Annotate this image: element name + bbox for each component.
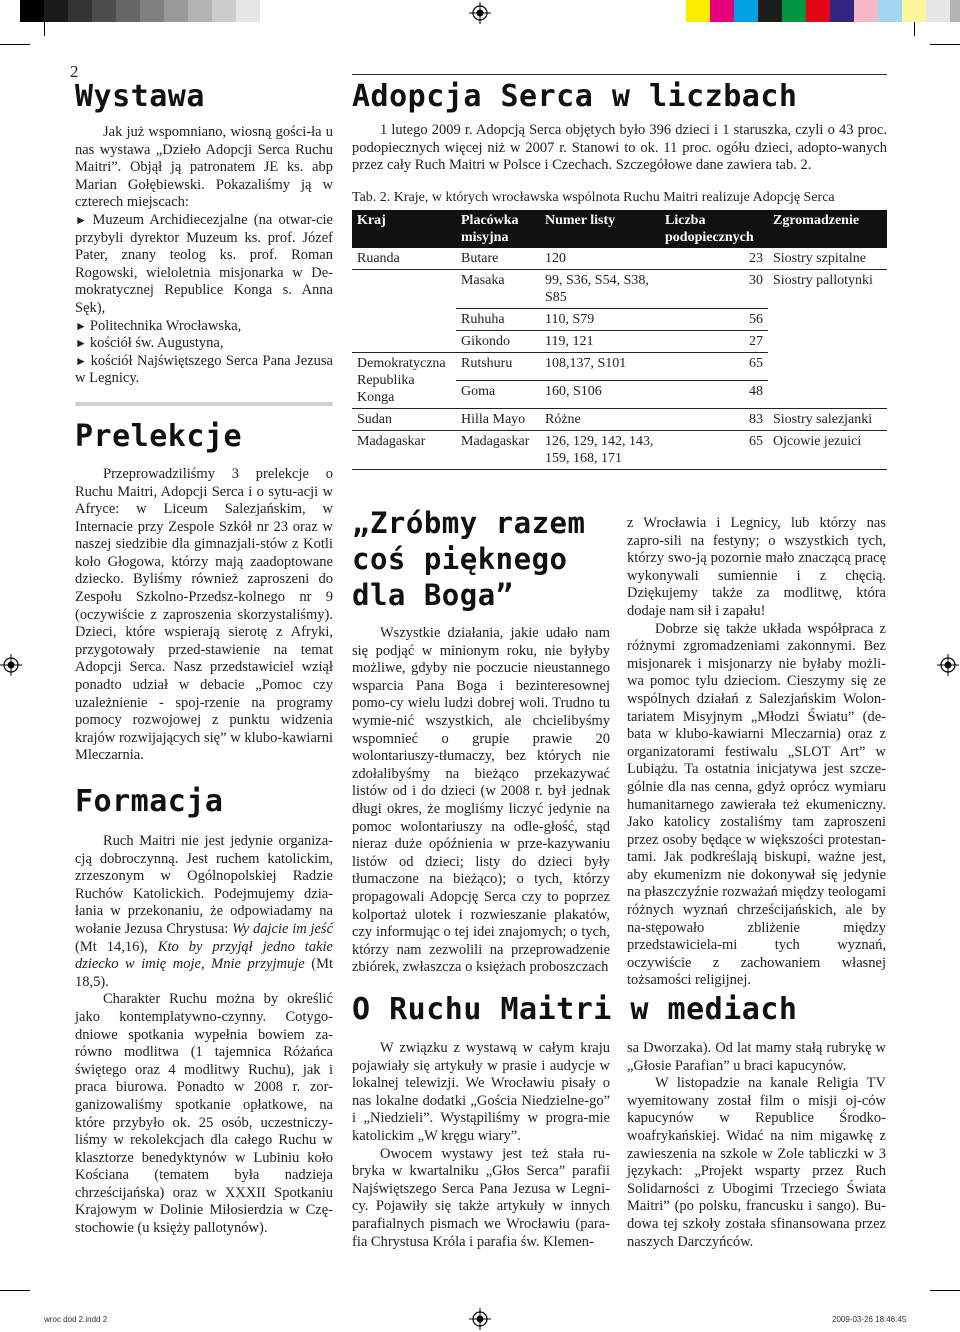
cell-placowka: Gikondo	[456, 331, 540, 353]
table-row	[352, 309, 887, 331]
wystawa-bullet: ► kościół św. Augustyna,	[75, 335, 333, 353]
cell-zgromadzenie	[768, 331, 887, 353]
wystawa-bullet: ► kościół Najświętszego Serca Pana Jezusa w Legnicy.	[75, 353, 333, 388]
formacja-quote: Kto by przyjął jedno takie dziecko w imię moje, Mnie przyjmuje	[75, 938, 333, 973]
cell-kraj: Sudan	[352, 409, 456, 431]
color-swatch	[212, 0, 236, 22]
wystawa-bullet: ► Politechnika Wrocławska,	[75, 318, 333, 336]
media-paragraph: Owocem wystawy jest też stała ru-bryka w kwartalniku „Głos Serca” parafii Najświętszego Serca Pana Jezusa w Legni-cy. Pojawiły się także artykuły w innych parafialnych pismach we Wrocławiu (para-fia Chrystusa Króla i parafia św. Klemen-	[352, 1145, 610, 1250]
registration-mark-icon	[469, 1308, 491, 1330]
cell-kraj: Madagaskar	[352, 431, 456, 470]
cell-numer: 108,137, S101	[540, 353, 660, 381]
table-row	[352, 270, 887, 309]
crop-mark	[44, 22, 45, 36]
color-swatch	[854, 0, 878, 22]
cell-zgromadzenie: Siostry szpitalne	[768, 248, 887, 270]
cell-liczba: 65	[660, 431, 768, 470]
media-title: O Ruchu Maitri w mediach	[352, 992, 798, 1027]
color-swatch	[116, 0, 140, 22]
section-divider	[75, 402, 333, 406]
cell-kraj: Demokratyczna Republika Konga	[352, 353, 456, 409]
zrobmy-paragraph: Dobrze się także układa współpraca z różnymi zgromadzeniami zakonnymi. Bez misjonarek i misjonarzy nie byłaby możli-wa pomoc tylu dzieciom. Cieszymy się ze wspólnych działań z Salezjańskim Wolon-tariatem Misyjnym „Młodzi Światu” (de-bata w klubo-kawiarni Mleczarnia) oraz z organizatorami festiwalu „SLOT Art” w Lubiążu. Ta ostatnia inicjatywa jest szcze-gólnie dla nas cenna, gdyż oprócz wymiaru humanitarnego zawierała też ekumeniczny. Jako katolicy zostaliśmy tam zaproszeni przez osoby będące w większości protestan-tami. Jak podkreślają biskupi, ważne jest, aby ekumenizm nie dokonywał się jedynie na płaszczyźnie rozważań między teologami różnych wyznań chrześcijańskich, ale by na-stępowało zbliżenie między przedstawiciela-mi tych wyznań, oczywiście z zachowaniem własnej tożsamości religijnej.	[627, 620, 886, 989]
registration-mark-icon	[937, 654, 959, 676]
cell-zgromadzenie: Siostry pallotynki	[773, 273, 873, 289]
left-column	[75, 80, 333, 1238]
color-swatch	[140, 0, 164, 22]
prelekcje-title: Prelekcje	[75, 418, 243, 454]
color-swatch	[236, 0, 260, 22]
color-swatch	[164, 0, 188, 22]
table-row	[352, 431, 887, 470]
formacja-title: Formacja	[75, 784, 224, 819]
adopcja-section	[352, 80, 887, 470]
cell-liczba: 83	[660, 409, 768, 431]
color-swatch	[878, 0, 902, 22]
table-header-row	[352, 210, 887, 248]
table-row	[352, 248, 887, 270]
adoption-table	[352, 210, 887, 470]
formacja-quote: Wy dajcie im jeść	[232, 920, 333, 937]
cell-liczba: 65	[660, 353, 768, 381]
grayscale-color-bar	[20, 0, 308, 22]
color-swatch	[92, 0, 116, 22]
cell-zgromadzenie: Ojcowie jezuici	[768, 431, 887, 470]
formacja-paragraph-1	[75, 833, 333, 991]
formacja-paragraph-2: Charakter Ruchu można by określić jako kontemplatywno-czynny. Cotygo-dniowe spotkania wypełnia bowiem za-równo modlitwa (1 tajemnica Różańca świętego oraz 4 modlitwy Ruchu), jak i praca biurowa. Ponadto w 2008 r. zor-ganizowaliśmy spotkanie opłatkowe, na które przybyło ok. 25 osób, uczestniczy-liśmy w rekolekcjach dla całego Ruchu w klasztorze benedyktynów w Lubiniu koło Kościana (tematem była nadzieja chrześcijańska) oraz w XXXII Spotkaniu Krajowym w Dolinie Miłosierdzia w Czę-stochowie (u księży pallotynów).	[75, 991, 333, 1237]
media-section	[352, 993, 887, 1027]
table-row	[352, 353, 887, 381]
date-slug: 2009-03-26 18:46:45	[832, 1315, 907, 1324]
column-header: Numer listy	[540, 210, 660, 248]
cell-placowka: Masaka	[456, 270, 540, 309]
cell-kraj: Ruanda	[352, 248, 456, 270]
zrobmy-title: „Zróbmy razem coś pięknego dla Boga”	[352, 506, 586, 612]
cell-numer: 119, 121	[540, 331, 660, 353]
zrobmy-paragraph: z Wrocławia i Legnicy, lub którzy nas zapro-sili na festyny; o wszystkich tych, którzy swo-ją pozornie mało znaczącą pracę wykonywali sumiennie i z chęcią. Dziękujemy także za modlitwę, która dodaje nam sił i zapału!	[627, 515, 886, 619]
color-swatch	[20, 0, 44, 22]
cell-numer: 99, S36, S54, S38, S85	[540, 270, 660, 309]
registration-mark-icon	[0, 654, 22, 676]
cell-numer: 126, 129, 142, 143, 159, 168, 171	[540, 431, 660, 470]
registration-mark-icon	[469, 2, 491, 24]
zrobmy-paragraph: Wszystkie działania, jakie udało nam się podjąć w minionym roku, nie byłyby możliwe, gdyby nie poczucie nieustannego wsparcia Pana Boga i bezinteresownej pomo-cy wielu ludzi dobrej woli. Trudno tu wymie-nić wszystkich, ale chcielibyśmy wspomnieć o grupie prawie 20 wolontariuszy-tłumaczy, bez których nie zdołalibyśmy na bieżąco przekazywać listów od i do dzieci (w 2008 r. był jednak długi okres, że mogliśmy liczyć jedynie na pomoc wolontariuszy na odle-głość, stąd nieraz duże opóźnienia w prze-kazywaniu listów od dzieci; listy do dzieci były tłumaczone na bieżąco); o tych, którzy propagowali Adopcję Serca czy to poprzez kolportaż ulotek i rozwieszanie plakatów, czy informując o tej idei znajomych; o tych, którzy nam zezwolili na przeprowadzenie zbiórek, zwłaszcza o księżach proboszczach	[352, 625, 610, 976]
column-header: Placówka misyjna	[456, 210, 540, 248]
cell-numer: Różne	[540, 409, 660, 431]
color-swatch	[68, 0, 92, 22]
cell-liczba: 27	[660, 331, 768, 353]
zrobmy-column-1	[352, 505, 610, 977]
color-swatch	[686, 0, 710, 22]
cell-numer: 160, S106	[540, 381, 660, 409]
process-color-bar	[686, 0, 960, 22]
color-swatch	[284, 0, 308, 22]
column-header: Liczba podopiecznych	[660, 210, 768, 248]
color-swatch	[734, 0, 758, 22]
adopcja-title: Adopcja Serca w liczbach	[352, 79, 798, 114]
cell-liczba: 23	[660, 248, 768, 270]
cell-numer: 120	[540, 248, 660, 270]
cell-placowka: Goma	[456, 381, 540, 409]
cell-zgromadzenie	[768, 381, 887, 409]
cell-kraj	[352, 270, 456, 309]
color-swatch	[830, 0, 854, 22]
cell-kraj	[352, 309, 456, 331]
cell-placowka: Hilla Mayo	[456, 409, 540, 431]
media-column-1	[352, 1040, 610, 1251]
wystawa-title: Wystawa	[75, 79, 205, 114]
cell-placowka: Madagaskar	[456, 431, 540, 470]
color-swatch	[926, 0, 950, 22]
color-swatch	[758, 0, 782, 22]
prelekcje-text: Przeprowadziliśmy 3 prelekcje o Ruchu Maitri, Adopcji Serca i o sytu-acji w Afryce: w Liceum Salezjańskim, w Internacie przy Zespole Szkół nr 23 oraz w naszej siedzibie dla gimnazjali-stów z Kotli koło Głogowa, którzy mają zaadoptowane dziecko. Byliśmy również zaproszeni do Zespołu Szkolno-Przedsz-kolnego nr 9 (oczywiście z zaproszenia skorzystaliśmy). Dzieci, które wspierają sierotę z Afryki, przygotowały przed-stawienie na temat Adopcji Serca. Nasz przedstawiciel wziął ponadto udział w debacie „Pomoc czy uzależnienie - spoj-rzenie na programy pomocy rozwojowej z punktu widzenia krajów rozwijających się” w klubo-kawiarni Mleczarnia.	[75, 465, 333, 764]
color-swatch	[782, 0, 806, 22]
cell-liczba: 30	[660, 270, 768, 309]
cell-zgromadzenie	[768, 353, 887, 381]
cell-kraj	[352, 331, 456, 353]
color-swatch	[260, 0, 284, 22]
crop-mark	[914, 22, 915, 36]
cell-placowka: Ruhuha	[456, 309, 540, 331]
formacja-text: Ruch Maitri nie jest jedynie organiza-cją dobroczynną. Jest ruchem katolickim, zrzeszonym w Ogólnopolskiej Radzie Ruchów Katolickich. Podejmujemy dzia-łania w przekonaniu, że odpowiadamy na wołanie Jezusa Chrystusa:	[75, 833, 333, 937]
color-swatch	[902, 0, 926, 22]
media-column-2	[627, 1040, 886, 1251]
formacja-reference: (Mt 18,5).	[75, 956, 334, 990]
color-swatch	[44, 0, 68, 22]
crop-mark	[0, 44, 30, 45]
file-slug: wroc dod 2.indd 2	[44, 1315, 108, 1324]
crop-mark	[930, 1290, 960, 1291]
table-row	[352, 331, 887, 353]
page-number: 2	[70, 62, 79, 81]
column-header: Kraj	[352, 210, 456, 248]
media-paragraph: W listopadzie na kanale Religia TV wyemitowany został film o misji oj-ców kapucynów w Republice Środko-woafrykańskiej. Widać na nim migawkę z zawieszenia na szkole w Zole tabliczki w 3 językach: „Projekt wsparty przez Ruch Solidarności z Ubogimi Trzeciego Świata Maitri” (po polsku, francusku i sango). Bu-dowa tej szkoły została sfinansowana przez naszych Darczyńców.	[627, 1075, 886, 1250]
color-swatch	[950, 0, 960, 22]
cell-placowka: Butare	[456, 248, 540, 270]
cell-placowka: Rutshuru	[456, 353, 540, 381]
wystawa-bullet: ► Muzeum Archidiecezjalne (na otwar-cie przybyli dyrektor Muzeum ks. prof. Józef Pater, znany teolog ks. prof. Roman Rogowski, wieloletnia misjonarka w De-mokratycznej Republice Konga s. Anna Sęk),	[75, 212, 333, 318]
table-row	[352, 409, 887, 431]
color-swatch	[188, 0, 212, 22]
media-paragraph: W związku z wystawą w całym kraju pojawiały się artykuły w prasie i audycje w lokalnej telewizji. We Wrocławiu pisały o nas lokalne dodatki „Gościa Niedzielne-go” i „Niedzieli”. Wystąpiliśmy w progra-mie katolickim „W kręgu wiary”.	[352, 1040, 610, 1144]
cell-liczba: 48	[660, 381, 768, 409]
cell-zgromadzenie	[768, 309, 887, 331]
column-header: Zgromadzenie	[768, 210, 887, 248]
zrobmy-column-2	[627, 515, 886, 990]
color-swatch	[710, 0, 734, 22]
crop-mark	[930, 44, 960, 45]
cell-liczba: 56	[660, 309, 768, 331]
adopcja-intro: 1 lutego 2009 r. Adopcją Serca objętych było 396 dzieci i 1 staruszka, czyli o 43 proc. podopiecznych więcej niż w 2007 r. Stanowi to ok. 11 proc. ogółu dzieci, adopto-wanych przez cały Ruch Maitri w Polsce i Czechach. Szczegółowe dane zawiera tab. 2.	[352, 122, 887, 174]
cell-zgromadzenie: Siostry salezjanki	[768, 409, 887, 431]
cell-numer: 110, S79	[540, 309, 660, 331]
top-rule	[352, 74, 887, 75]
wystawa-intro: Jak już wspomniano, wiosną gości-ła u nas wystawa „Dzieło Adopcji Serca Ruchu Maitri”. Objął ją patronatem JE ks. abp Marian Gołębiewski. Pokazaliśmy ją w czterech miejscach:	[75, 124, 333, 211]
media-paragraph: sa Dworzaka). Od lat mamy stałą rubrykę w „Głosie Parafian” u braci kapucynów.	[627, 1040, 886, 1074]
crop-mark	[0, 1290, 30, 1291]
table-caption: Tab. 2. Kraje, w których wrocławska wspólnota Ruchu Maitri realizuje Adopcję Serca	[352, 189, 835, 205]
formacja-reference: (Mt 14,16),	[75, 938, 158, 955]
color-swatch	[806, 0, 830, 22]
